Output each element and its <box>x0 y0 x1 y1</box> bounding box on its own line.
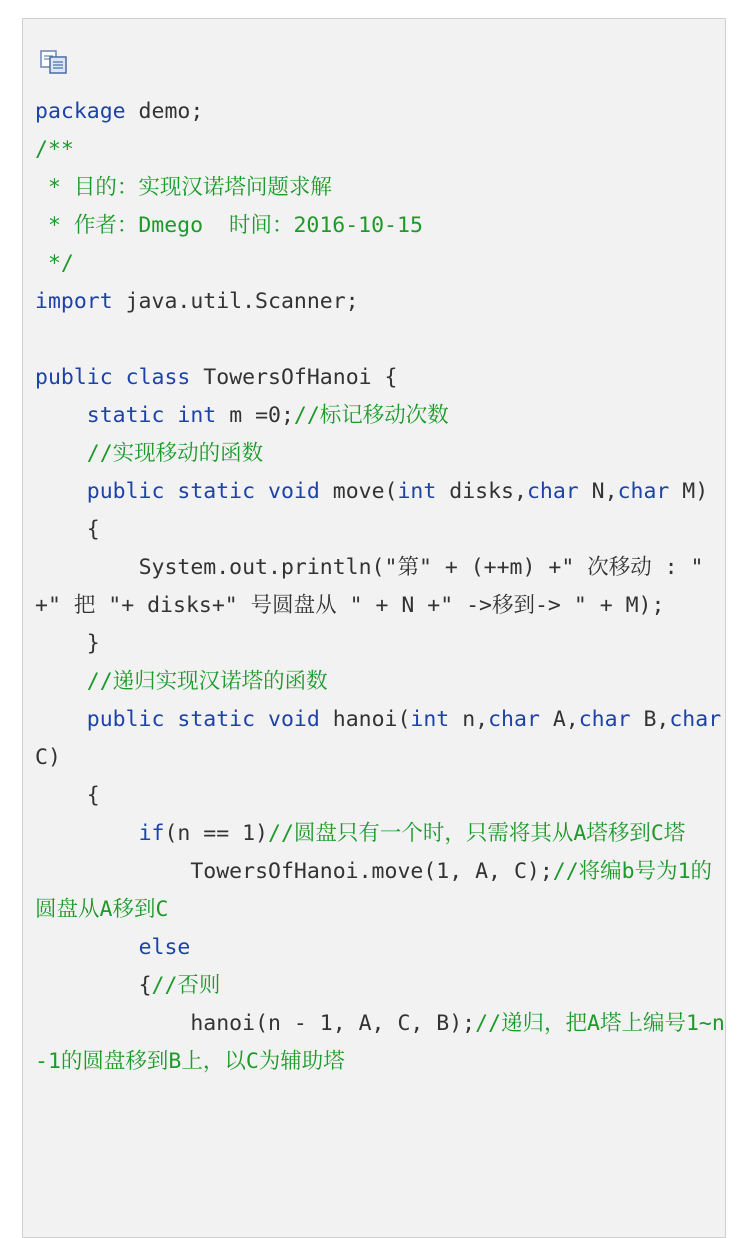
code-line <box>35 707 734 770</box>
code-text: TowersOfHanoi { <box>190 365 398 390</box>
code-text <box>35 821 139 846</box>
code-line <box>35 973 220 998</box>
code-text <box>255 707 268 732</box>
code-line <box>35 289 359 314</box>
code-line <box>35 213 423 238</box>
code-text <box>164 707 177 732</box>
code-comment: */ <box>35 251 74 276</box>
code-comment: //递归实现汉诺塔的函数 <box>86 669 328 694</box>
code-line <box>35 631 100 656</box>
code-text: hanoi(n - 1, A, C, B); <box>35 1011 476 1036</box>
code-text: B, <box>630 707 670 732</box>
code-line <box>35 137 74 162</box>
code-comment: //圆盘只有一个时，只需将其从A塔移到C塔 <box>268 821 686 846</box>
code-keyword: static <box>177 479 256 504</box>
code-text: n, <box>449 707 489 732</box>
code-text: C) <box>35 707 735 770</box>
code-text: disks, <box>436 479 527 504</box>
code-line <box>35 1011 725 1074</box>
code-line <box>35 441 263 466</box>
code-comment: //将编b号为1的圆盘从A移到C <box>35 859 713 922</box>
code-text: demo; <box>125 99 204 124</box>
code-text: hanoi( <box>319 707 411 732</box>
code-comment: * 作者：Dmego 时间：2016-10-15 <box>35 213 423 238</box>
code-line <box>35 555 716 618</box>
code-text: A, <box>539 707 579 732</box>
code-block <box>22 18 735 1238</box>
code-keyword: else <box>138 935 191 960</box>
code-line <box>35 99 203 124</box>
code-text: { <box>35 517 100 542</box>
code-text <box>35 707 87 732</box>
code-text <box>113 365 126 390</box>
code-text <box>35 441 87 466</box>
code-comment: //否则 <box>151 973 221 998</box>
code-text: java.util.Scanner; <box>112 289 359 314</box>
code-line <box>35 403 449 428</box>
code-keyword: import <box>35 289 113 314</box>
code-keyword: class <box>125 365 191 390</box>
code-keyword: static <box>177 707 256 732</box>
code-keyword: if <box>138 821 165 846</box>
code-text: } <box>35 631 100 656</box>
code-text: { <box>35 783 100 808</box>
code-text <box>164 479 177 504</box>
code-keyword: char <box>669 707 722 732</box>
code-comment: /** <box>35 137 74 162</box>
code-content <box>35 93 735 1081</box>
code-text: (n == 1) <box>164 821 269 846</box>
code-text: M) <box>669 479 709 504</box>
code-keyword: char <box>617 479 670 504</box>
code-text <box>35 403 87 428</box>
code-keyword: char <box>488 707 540 732</box>
code-text: move( <box>319 479 398 504</box>
code-line <box>35 935 190 960</box>
code-text: TowersOfHanoi.move(1, A, C); <box>35 859 553 884</box>
code-text: { <box>35 973 152 998</box>
code-comment: //实现移动的函数 <box>86 441 264 466</box>
code-line <box>35 821 685 846</box>
code-keyword: int <box>177 403 217 428</box>
code-comment: //标记移动次数 <box>293 403 449 428</box>
code-keyword: public <box>86 479 165 504</box>
code-line <box>35 251 74 276</box>
code-text <box>35 479 87 504</box>
code-keyword: char <box>578 707 631 732</box>
code-text <box>35 935 139 960</box>
code-text: System.out.println("第" + (++m) +" 次移动 : " +" 把 "+ disks+" 号圆盘从 " + N +" ->移到-> " + M); <box>35 555 717 618</box>
copy-icon[interactable] <box>38 47 70 75</box>
code-text <box>255 479 268 504</box>
code-keyword: public <box>86 707 165 732</box>
code-line <box>35 669 328 694</box>
code-line <box>35 783 100 808</box>
code-text: N, <box>578 479 618 504</box>
code-keyword: int <box>410 707 450 732</box>
code-keyword: void <box>268 707 320 732</box>
code-line <box>35 859 712 922</box>
code-line <box>35 175 332 200</box>
code-keyword: int <box>397 479 437 504</box>
code-keyword: char <box>526 479 579 504</box>
code-line <box>35 365 397 390</box>
code-keyword: public <box>35 365 113 390</box>
code-keyword: void <box>268 479 320 504</box>
code-line <box>35 479 708 504</box>
code-text: m =0; <box>216 403 294 428</box>
code-comment: * 目的：实现汉诺塔问题求解 <box>35 175 332 200</box>
code-comment: //递归，把A塔上编号1~n-1的圆盘移到B上，以C为辅助塔 <box>35 1011 725 1074</box>
code-line <box>35 517 100 542</box>
code-keyword: static <box>86 403 165 428</box>
code-text <box>35 669 87 694</box>
code-keyword: package <box>35 99 126 124</box>
code-text <box>164 403 177 428</box>
